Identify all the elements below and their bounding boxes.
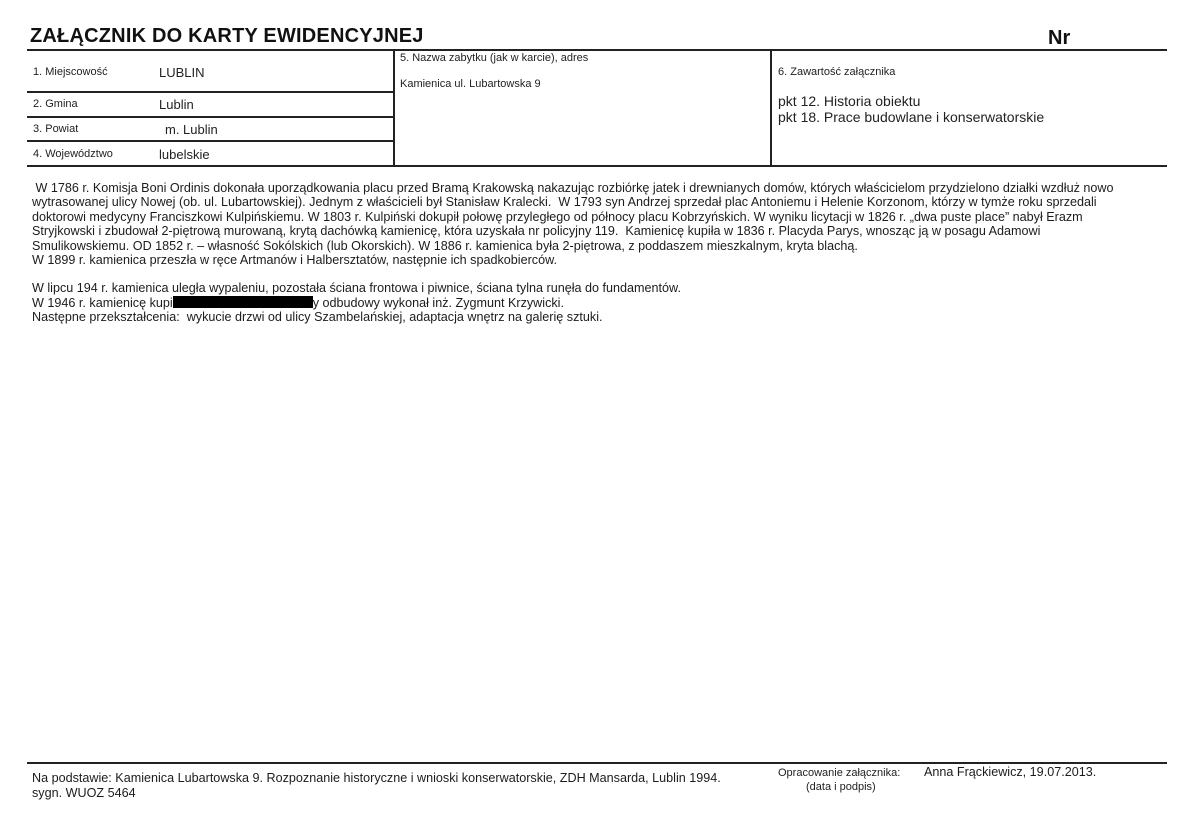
purchase-1946-line bbox=[32, 296, 1132, 310]
history-line: wytrasowanej ulicy Nowej (ob. ul. Lubartowskiej). Jednym z właścicieli był Stanisław Kralecki. W 1793 syn Andrzej sprzedał plac Antoniemu i Helenie Korzonom, którzy w tymże roku sprzedali bbox=[32, 195, 1097, 210]
row-separator-2 bbox=[27, 116, 394, 118]
table-bottom-border bbox=[27, 165, 1167, 167]
gmina-label: 2. Gmina bbox=[33, 98, 78, 110]
gmina-value: Lublin bbox=[159, 97, 194, 112]
document-title: ZAŁĄCZNIK DO KARTY EWIDENCYJNEJ bbox=[30, 25, 424, 47]
zawartosc-item-1: pkt 12. Historia obiektu bbox=[778, 93, 921, 109]
history-line: doktorowi medycyny Franciszkowi Kulpińskiemu. W 1803 r. Kulpiński dokupił połowę przyległego od północy placu Kobrzyńskich. W wyniku licytacji w 1826 r. „dwa puste place” nabył Erazm bbox=[32, 209, 1083, 224]
history-line: W 1899 r. kamienica przeszła w ręce Artmanów i Halbersztatów, następnie ich spadkobierców. bbox=[32, 253, 557, 268]
footer-top-border bbox=[27, 762, 1167, 764]
history-line: Stryjkowski i zbudował 2-piętrową murowaną, krytą dachówką kamienicę, która uzyskała nr policyjny 119. Kamienicę kupiła w 1836 r. Placyda Parys, wnosząc ją w posagu Adamowi bbox=[32, 224, 1041, 239]
nr-label: Nr bbox=[1048, 27, 1071, 49]
table-top-border bbox=[27, 49, 1167, 51]
source-note bbox=[32, 771, 721, 801]
prepared-by-label bbox=[778, 766, 900, 794]
miejscowosc-value: LUBLIN bbox=[159, 65, 205, 80]
purchase-1946-after: y odbudowy wykonał inż. Zygmunt Krzywicki. bbox=[312, 295, 564, 310]
history-text bbox=[32, 181, 1132, 325]
source-line-1: Na podstawie: Kamienica Lubartowska 9. Rozpoznanie historyczne i wnioski konserwatorskie, ZDH Mansarda, Lublin 1994. bbox=[32, 771, 721, 785]
powiat-label: 3. Powiat bbox=[33, 123, 79, 135]
purchase-1946-before: W 1946 r. kamienicę kupi bbox=[32, 295, 173, 310]
powiat-value: m. Lublin bbox=[165, 122, 218, 137]
zawartosc-label: 6. Zawartość załącznika bbox=[778, 66, 896, 78]
redaction-box bbox=[173, 296, 313, 308]
nazwa-label: 5. Nazwa zabytku (jak w karcie), adres bbox=[400, 52, 589, 64]
row-separator-3 bbox=[27, 140, 394, 142]
prepared-label: Opracowanie załącznika: bbox=[778, 767, 901, 779]
source-line-2: sygn. WUOZ 5464 bbox=[32, 786, 136, 800]
miejscowosc-label: 1. Miejscowość bbox=[33, 66, 108, 78]
prepared-by-value: Anna Frąckiewicz, 19.07.2013. bbox=[924, 765, 1097, 779]
table-divider-1 bbox=[393, 49, 395, 166]
fire-line: W lipcu 194 r. kamienica uległa wypaleniu, pozostała ściana frontowa i piwnice, ściana tylna runęła do fundamentów. bbox=[32, 281, 681, 296]
table-divider-2 bbox=[770, 49, 772, 166]
transformations-line: Następne przekształcenia: wykucie drzwi od ulicy Szambelańskiej, adaptacja wnętrz na galerię sztuki. bbox=[32, 310, 603, 325]
prepared-sub-label: (data i podpis) bbox=[806, 781, 876, 793]
wojewodztwo-label: 4. Województwo bbox=[33, 148, 113, 160]
wojewodztwo-value: lubelskie bbox=[159, 147, 210, 162]
nazwa-value: Kamienica ul. Lubartowska 9 bbox=[400, 78, 541, 90]
zawartosc-item-2: pkt 18. Prace budowlane i konserwatorskie bbox=[778, 109, 1045, 125]
history-line: W 1786 r. Komisja Boni Ordinis dokonała uporządkowania placu przed Bramą Krakowską nakazując rozbiórkę jatek i drewnianych domów, których właścicielom przydzielono działki wzdłuż nowo bbox=[32, 181, 1114, 195]
row-separator-1 bbox=[27, 91, 394, 93]
history-line: Smulikowskiemu. OD 1852 r. – własność Sokólskich (lub Okorskich). W 1886 r. kamienica była 2-piętrowa, z poddaszem mieszkalnym, kryta blachą. bbox=[32, 238, 858, 253]
